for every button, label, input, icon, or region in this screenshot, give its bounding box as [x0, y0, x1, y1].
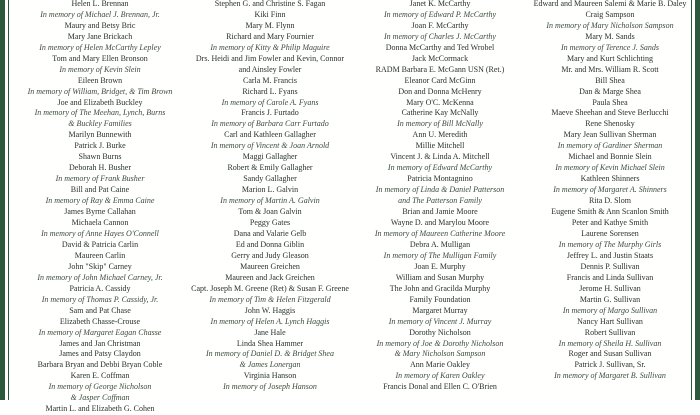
donor-column-3 — [354, 0, 526, 393]
donor-name: Mary M. Flynn — [245, 20, 295, 30]
donor-column-1 — [14, 0, 186, 415]
donor-name: John "Skip" Carney — [68, 261, 132, 271]
donor-name: Richard and Mary Fournier — [226, 31, 314, 41]
donor-name: Dan & Marge Shea — [579, 86, 641, 96]
donor-name: Elizabeth Chasse-Crouse — [59, 316, 141, 326]
donor-name: Shawn Burns — [78, 152, 122, 162]
donor-name: Linda Shea Hammer — [236, 338, 304, 348]
donor-column-4 — [524, 0, 696, 382]
memorial-line: In memory of Margo Sullivan — [562, 305, 658, 315]
donor-name: and Ainsley Fowler — [238, 64, 302, 74]
donor-name: Gerry and Judy Gleason — [231, 250, 309, 260]
donor-name: Martin G. Sullivan — [579, 294, 641, 304]
donor-name: Laurene Sorensen — [581, 228, 639, 238]
memorial-line: In memory of George Nicholson — [48, 382, 152, 392]
page-border-left — [0, 0, 5, 400]
memorial-line: In memory of Helen A. Lynch Haggis — [210, 316, 330, 326]
memorial-line: In memory of Edward McCarthy — [387, 163, 493, 173]
memorial-line: In memory of Tim & Helen Fitzgerald — [209, 294, 331, 304]
donor-name: Carl and Kathleen Gallagher — [224, 130, 316, 140]
donor-name: Maggi Gallagher — [242, 152, 298, 162]
donor-name: Joan E. Murphy — [414, 261, 466, 271]
donor-name: Catherine Kay McNally — [401, 108, 479, 118]
donor-name: Sam and Pat Chase — [69, 305, 131, 315]
memorial-line: & Buckley Families — [68, 119, 132, 129]
memorial-line: In memory of Margaret B. Sullivan — [554, 371, 666, 381]
donor-name: Jerome H. Sullivan — [579, 283, 641, 293]
donor-name: John W. Haggis — [244, 305, 296, 315]
memorial-line: In memory of Martin A. Galvin — [220, 196, 320, 206]
donor-name: Ann Marie Oakley — [410, 360, 470, 370]
donor-name: Margaret Murray — [412, 305, 468, 315]
donor-name: Bill Shea — [595, 75, 625, 85]
donor-name: Peter and Kathye Smith — [571, 218, 649, 228]
donor-name: Tom and Mary Ellen Bronson — [52, 53, 148, 63]
memorial-line: In memory of Charles J. McCarthy — [384, 31, 496, 41]
memorial-line: In memory of Frank Busher — [55, 174, 145, 184]
memorial-line: In memory of Barbara Carr Furtado — [211, 119, 329, 129]
donor-name: RADM Barbara E. McGann USN (Ret.) — [375, 64, 505, 74]
donor-name: Karen E. Coffman — [70, 371, 130, 381]
memorial-line: In memory of Mary Nicholson Sampson — [546, 20, 674, 30]
memorial-line: & Jasper Coffman — [70, 393, 130, 403]
donor-name: Janet K. McCarthy — [409, 0, 471, 8]
donor-name: Dana and Valarie Gelb — [233, 228, 307, 238]
donor-name: Robert Sullivan — [584, 327, 636, 337]
donor-name: Stephen G. and Christine S. Fagan — [214, 0, 326, 8]
donor-name: Mary O'C. McKenna — [406, 97, 474, 107]
memorial-line: In memory of Helen McCarthy Lepley — [39, 42, 161, 52]
donor-name: Carla M. Francis — [243, 75, 297, 85]
donor-name: Ed and Donna Giblin — [235, 239, 305, 249]
donor-name: Joe and Elizabeth Buckley — [57, 97, 143, 107]
donor-name: Brian and Jamie Moore — [402, 207, 478, 217]
donor-name: David & Patricia Carlin — [61, 239, 139, 249]
donor-name: Mary Jean Sullivan Sherman — [563, 130, 657, 140]
donor-name: Michael and Bonnie Slein — [568, 152, 652, 162]
memorial-line: In memory of Margaret A. Shinners — [553, 185, 667, 195]
donor-name: Virginia Hanson — [243, 371, 297, 381]
donor-name: Donna McCarthy and Ted Wrobel — [385, 42, 495, 52]
memorial-line: In memory of Edward P. McCarthy — [384, 9, 496, 19]
memorial-line: In memory of Joseph Hanson — [223, 382, 317, 392]
memorial-line: In memory of Anne Hayes O'Connell — [41, 228, 159, 238]
donor-name: Jane Hale — [254, 327, 286, 337]
donor-name: Jeffrey L. and Justin Staats — [566, 250, 654, 260]
donor-name: Debra A. Mulligan — [409, 239, 471, 249]
donor-name: Ann U. Meredith — [412, 130, 468, 140]
memorial-line: In memory of Margaret Eagan Chasse — [38, 327, 162, 337]
donor-name: Wayne D. and Marylou Moore — [390, 218, 490, 228]
donor-name: Martin L. and Elizabeth G. Cohen — [45, 404, 155, 414]
donor-name: Dennis P. Sullivan — [580, 261, 640, 271]
donor-name: Richard L. Fyans — [242, 86, 298, 96]
memorial-line: In memory of Sheila H. Sullivan — [558, 338, 662, 348]
donor-name: Maury and Betsy Bric — [64, 20, 136, 30]
memorial-line: In memory of Joe & Dorothy Nicholson — [376, 338, 504, 348]
donor-name: Capt. Joseph M. Greene (Ret) & Susan F. Greene — [191, 283, 349, 293]
donor-name: Patrick J. Sullivan, Sr. — [574, 360, 646, 370]
memorial-line: In memory of Daniel D. & Bridget Shea — [206, 349, 334, 359]
memorial-line: In memory of Ray & Emma Caine — [45, 196, 155, 206]
donor-name: James and Jan Christman — [59, 338, 141, 348]
donor-name: Millie Mitchell — [415, 141, 465, 151]
donor-name: Maureen Greichen — [240, 261, 300, 271]
donor-name: Barbara Bryan and Debbi Bryan Coble — [37, 360, 163, 370]
donor-name: Edward and Maureen Salemi & Marie B. Daley — [533, 0, 687, 8]
memorial-line: In memory of The Murphy Girls — [558, 239, 662, 249]
memorial-line: In memory of Michael J. Brennan, Jr. — [40, 9, 160, 19]
donor-name: Family Foundation — [409, 294, 471, 304]
donor-name: William and Susan Murphy — [395, 272, 485, 282]
donor-name: James and Patsy Claydon — [59, 349, 141, 359]
donor-name: Patricia Montagnino — [407, 174, 473, 184]
memorial-line: In memory of Gardiner Sherman — [557, 141, 663, 151]
donor-name: Vincent J. & Linda A. Mitchell — [390, 152, 490, 162]
donor-name: Eleanor Card McGinn — [404, 75, 476, 85]
donor-name: Rene Shenosky — [585, 119, 635, 129]
donor-name: Dorothy Nicholson — [409, 327, 471, 337]
donor-name: Patricia A. Cassidy — [69, 283, 131, 293]
donor-name: Nancy Hart Sullivan — [577, 316, 643, 326]
donor-name: The John and Gracilda Murphy — [389, 283, 491, 293]
donor-name: Mary and Kurt Schlichting — [567, 53, 653, 63]
donor-name: Eugene Smith & Ann Scanlon Smith — [551, 207, 669, 217]
memorial-line: In memory of Kitty & Philip Maguire — [210, 42, 330, 52]
memorial-line: In memory of Thomas P. Cassidy, Jr. — [41, 294, 159, 304]
donor-name: Deborah H. Busher — [69, 163, 131, 173]
donor-name: Kathleen Shinners — [580, 174, 640, 184]
memorial-line: In memory of Vincent & Joan Arnold — [210, 141, 330, 151]
memorial-line: & James Lonergan — [239, 360, 301, 370]
donor-name: Maureen and Jack Greichen — [225, 272, 315, 282]
donor-name: Tom & Joan Galvin — [238, 207, 302, 217]
memorial-line: In memory of Linda & Daniel Patterson — [375, 185, 505, 195]
donor-name: Patrick J. Burke — [74, 141, 126, 151]
memorial-line: In memory of The Meehan, Lynch, Burns — [34, 108, 166, 118]
memorial-line: & Mary Nicholson Sampson — [394, 349, 486, 359]
donor-name: Roger and Susan Sullivan — [568, 349, 652, 359]
memorial-line: In memory of Bill McNally — [397, 119, 483, 129]
donor-name: Mary Jane Brickach — [67, 31, 133, 41]
donor-name: Bill and Pat Caine — [70, 185, 130, 195]
donor-name: Helen L. Brennan — [71, 0, 129, 8]
donor-name: Eileen Brown — [77, 75, 123, 85]
memorial-line: In memory of Karen Oakley — [395, 371, 485, 381]
donor-name: Francis and Linda Sullivan — [566, 272, 654, 282]
donor-name: Kiki Finn — [254, 9, 286, 19]
donor-name: Joan F. McCarthy — [411, 20, 469, 30]
donor-name: Mr. and Mrs. William R. Scott — [561, 64, 659, 74]
donor-column-2 — [184, 0, 356, 393]
donor-name: Michaela Cannon — [71, 218, 129, 228]
donor-name: Marion L. Galvin — [241, 185, 299, 195]
donor-name: Marilyn Bunnewith — [68, 130, 132, 140]
memorial-line: In memory of John Michael Carney, Jr. — [37, 272, 163, 282]
donor-name: Mary M. Sands — [585, 31, 635, 41]
memorial-line: In memory of Vincent J. Murray — [388, 316, 492, 326]
memorial-line: In memory of Terence J. Sands — [560, 42, 660, 52]
memorial-line: In memory of Carole A. Fyans — [221, 97, 319, 107]
donor-name: Don and Donna McHenry — [398, 86, 482, 96]
donor-name: Drs. Heidi and Jim Fowler and Kevin, Connor — [195, 53, 345, 63]
donor-name: Maeve Sheehan and Steve Berlucchi — [551, 108, 669, 118]
donor-name: Francis Donal and Ellen C. O'Brien — [383, 382, 497, 392]
donor-name: Craig Sampson — [585, 9, 635, 19]
donor-name: Paula Shea — [592, 97, 628, 107]
donor-name: James Byrne Callahan — [64, 207, 136, 217]
donor-name: Francis J. Furtado — [241, 108, 299, 118]
memorial-line: In memory of The Mulligan Family — [383, 250, 497, 260]
donor-name: Robert & Emily Gallagher — [227, 163, 313, 173]
memorial-line: In memory of Maureen Catherine Moore — [374, 228, 506, 238]
memorial-line: In memory of Kevin Michael Slein — [555, 163, 665, 173]
donor-name: Maureen Carlin — [74, 250, 126, 260]
donor-name: Sandy Gallagher — [243, 174, 297, 184]
donor-name: Jack McCormack — [411, 53, 469, 63]
donor-name: Rita D. Slom — [588, 196, 631, 206]
memorial-line: In memory of William, Bridget, & Tim Brown — [27, 86, 173, 96]
memorial-line: and The Patterson Family — [398, 196, 482, 206]
memorial-line: In memory of Kevin Slein — [59, 64, 141, 74]
donor-name: Peggy Gates — [249, 218, 291, 228]
